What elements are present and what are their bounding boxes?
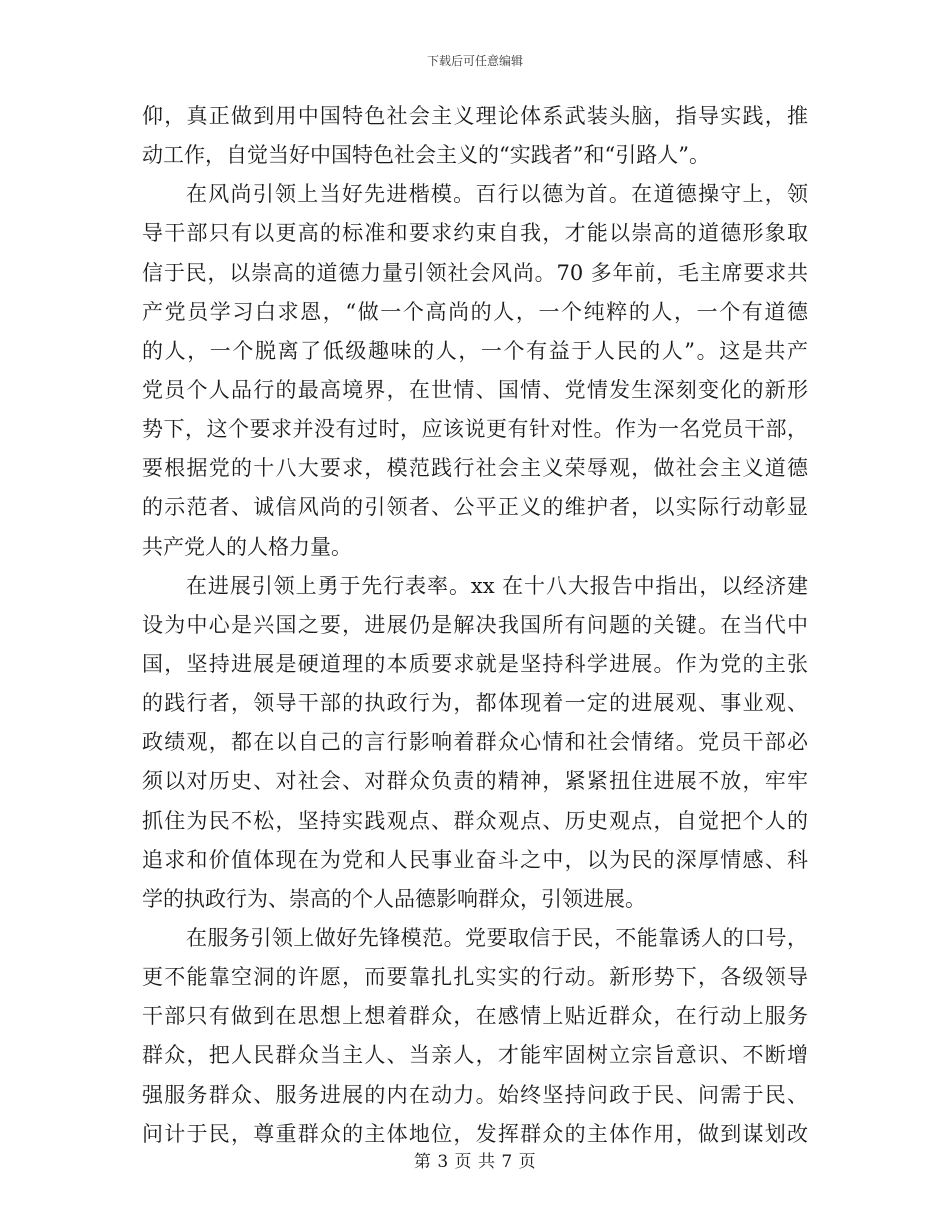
- text-line: 须以对历史、对社会、对群众负责的精神，紧紧扭住进展不放，牢牢: [142, 769, 808, 794]
- paragraph: [142, 97, 808, 175]
- text-line: 学的执政行为、崇高的个人品德影响群众，引领进展。: [142, 886, 646, 911]
- paragraph: [142, 567, 808, 919]
- text-line: 仰，真正做到用中国特色社会主义理论体系武装头脑，指导实践，推: [142, 104, 808, 128]
- paragraph: [142, 919, 808, 1154]
- text-line: 问计于民，尊重群众的主体地位，发挥群众的主体作用，做到谋划改: [142, 1121, 808, 1146]
- text-line: 更不能靠空洞的许愿，而要靠扎扎实实的行动。新形势下，各级领导: [142, 965, 808, 990]
- text-line: 政绩观，都在以自己的言行影响着群众心情和社会情绪。党员干部必: [142, 730, 808, 755]
- text-line: 的践行者，领导干部的执政行为，都体现着一定的进展观、事业观、: [142, 691, 808, 716]
- page-header: 下载后可任意编辑: [426, 54, 523, 68]
- text-line: 共产党人的人格力量。: [142, 534, 352, 559]
- document-body: [142, 97, 808, 1154]
- text-line: 导干部只有以更高的标准和要求约束自我，才能以崇高的道德形象取: [142, 221, 808, 246]
- text-line: 势下，这个要求并没有过时，应该说更有针对性。作为一名党员干部，: [142, 417, 808, 442]
- text-line: 群众，把人民群众当主人、当亲人，才能牢固树立宗旨意识、不断增: [142, 1043, 808, 1068]
- text-line: 追求和价值体现在为党和人民事业奋斗之中，以为民的深厚情感、科: [142, 847, 808, 872]
- text-line: 设为中心是兴国之要，进展仍是解决我国所有问题的关键。在当代中: [142, 612, 808, 637]
- paragraph: [142, 175, 808, 566]
- text-line: 强服务群众、服务进展的内在动力。始终坚持问政于民、问需于民、: [142, 1082, 808, 1107]
- text-line: 干部只有做到在思想上想着群众，在感情上贴近群众，在行动上服务: [142, 1004, 808, 1029]
- text-line: 党员个人品行的最高境界，在世情、国情、党情发生深刻变化的新形: [142, 377, 808, 402]
- text-line: 国，坚持进展是硬道理的本质要求就是坚持科学进展。作为党的主张: [142, 651, 808, 676]
- text-line: 在风尚引领上当好先进楷模。百行以德为首。在道德操守上，领: [186, 182, 808, 207]
- text-line: 产党员学习白求恩，“做一个高尚的人，一个纯粹的人，一个有道德: [142, 299, 808, 324]
- text-line: 动工作，自觉当好中国特色社会主义的“实践者”和“引路人”。: [142, 143, 710, 168]
- text-line: 的人，一个脱离了低级趣味的人，一个有益于人民的人”。这是共产: [142, 338, 808, 363]
- page-number: 第 3 页 共 7 页: [413, 1152, 537, 1172]
- text-line: 在进展引领上勇于先行表率。xx 在十八大报告中指出，以经济建: [186, 573, 808, 598]
- text-line: 在服务引领上做好先锋模范。党要取信于民，不能靠诱人的口号，: [186, 925, 808, 950]
- text-line: 的示范者、诚信风尚的引领者、公平正义的维护者，以实际行动彰显: [142, 495, 808, 520]
- text-line: 要根据党的十八大要求，模范践行社会主义荣辱观，做社会主义道德: [142, 456, 808, 481]
- text-line: 信于民，以崇高的道德力量引领社会风尚。70 多年前，毛主席要求共: [142, 260, 808, 285]
- text-line: 抓住为民不松，坚持实践观点、群众观点、历史观点，自觉把个人的: [142, 808, 808, 833]
